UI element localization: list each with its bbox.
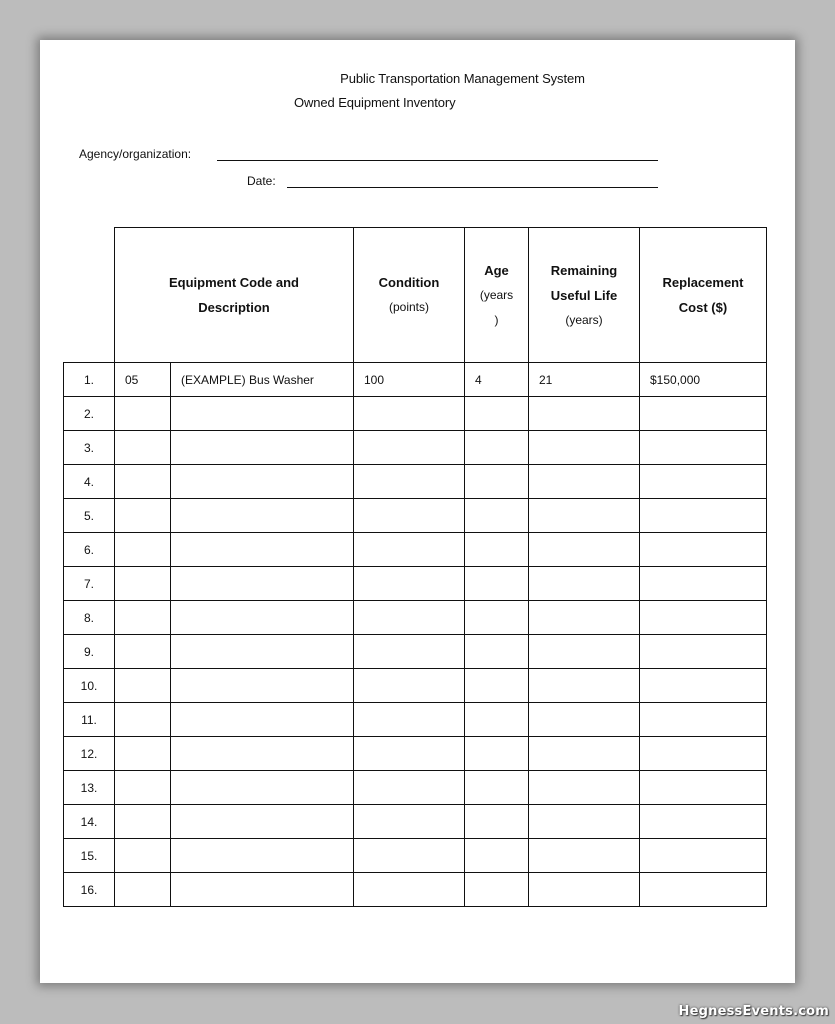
age-cell[interactable] — [465, 397, 529, 431]
description-cell[interactable] — [171, 635, 354, 669]
table-row — [64, 771, 767, 805]
age-cell[interactable] — [465, 703, 529, 737]
replacement-cost-cell[interactable] — [640, 873, 767, 907]
header-remaining-line2: Useful Life — [550, 287, 618, 303]
description-cell[interactable] — [171, 703, 354, 737]
replacement-cost-cell[interactable]: $150,000 — [640, 363, 767, 397]
table-row — [64, 873, 767, 907]
header-remaining-line3: (years) — [565, 312, 603, 327]
condition-cell[interactable] — [354, 737, 465, 771]
condition-cell[interactable] — [354, 499, 465, 533]
header-remaining-line1: Remaining — [550, 262, 618, 278]
header-replacement-line1: Replacement — [662, 275, 744, 290]
remaining-life-cell[interactable] — [529, 465, 640, 499]
condition-cell[interactable] — [354, 635, 465, 669]
header-replacement-line2: Cost ($) — [678, 300, 728, 315]
description-cell[interactable] — [171, 601, 354, 635]
age-cell[interactable] — [465, 873, 529, 907]
replacement-cost-cell[interactable] — [640, 397, 767, 431]
age-cell[interactable] — [465, 499, 529, 533]
row-number: 6. — [64, 533, 115, 567]
age-cell[interactable] — [465, 737, 529, 771]
replacement-cost-cell[interactable] — [640, 737, 767, 771]
equipment-code-cell[interactable] — [115, 601, 171, 635]
row-number: 3. — [64, 431, 115, 465]
replacement-cost-cell[interactable] — [640, 567, 767, 601]
equipment-code-cell[interactable] — [115, 431, 171, 465]
remaining-life-cell[interactable] — [529, 499, 640, 533]
equipment-code-cell[interactable] — [115, 839, 171, 873]
table-body — [64, 363, 767, 907]
description-cell[interactable] — [171, 805, 354, 839]
condition-cell[interactable] — [354, 431, 465, 465]
row-number: 16. — [64, 873, 115, 907]
row-number: 12. — [64, 737, 115, 771]
description-cell[interactable] — [171, 839, 354, 873]
row-number: 1. — [64, 363, 115, 397]
date-label: Date: — [247, 174, 276, 188]
remaining-life-cell[interactable] — [529, 669, 640, 703]
equipment-code-cell[interactable] — [115, 533, 171, 567]
description-cell[interactable] — [171, 771, 354, 805]
age-cell[interactable] — [465, 839, 529, 873]
condition-cell[interactable] — [354, 771, 465, 805]
table-row — [64, 601, 767, 635]
table-row — [64, 567, 767, 601]
header-age — [465, 228, 529, 363]
table-row — [64, 737, 767, 771]
equipment-code-cell[interactable] — [115, 703, 171, 737]
description-cell[interactable] — [171, 567, 354, 601]
remaining-life-cell[interactable] — [529, 703, 640, 737]
header-condition-line2: (points) — [388, 300, 429, 314]
remaining-life-cell[interactable] — [529, 805, 640, 839]
remaining-life-cell[interactable] — [529, 397, 640, 431]
age-cell[interactable] — [465, 431, 529, 465]
equipment-code-cell[interactable] — [115, 499, 171, 533]
row-number: 13. — [64, 771, 115, 805]
header-age-line3: ) — [494, 312, 499, 327]
replacement-cost-cell[interactable] — [640, 465, 767, 499]
replacement-cost-cell[interactable] — [640, 771, 767, 805]
remaining-life-cell[interactable] — [529, 839, 640, 873]
age-cell[interactable] — [465, 465, 529, 499]
equipment-code-cell[interactable] — [115, 635, 171, 669]
replacement-cost-cell[interactable] — [640, 839, 767, 873]
table-row — [64, 363, 767, 397]
condition-cell[interactable] — [354, 839, 465, 873]
row-number: 9. — [64, 635, 115, 669]
document-page — [40, 40, 795, 983]
table-row — [64, 465, 767, 499]
inventory-table — [63, 227, 767, 907]
replacement-cost-cell[interactable] — [640, 533, 767, 567]
header-condition — [354, 228, 465, 363]
condition-cell[interactable] — [354, 873, 465, 907]
replacement-cost-cell[interactable] — [640, 601, 767, 635]
condition-cell[interactable] — [354, 567, 465, 601]
condition-cell[interactable] — [354, 601, 465, 635]
condition-cell[interactable] — [354, 465, 465, 499]
replacement-cost-cell[interactable] — [640, 703, 767, 737]
description-cell[interactable] — [171, 465, 354, 499]
equipment-code-cell[interactable]: 05 — [115, 363, 171, 397]
row-number: 5. — [64, 499, 115, 533]
age-cell[interactable]: 4 — [465, 363, 529, 397]
replacement-cost-cell[interactable] — [640, 431, 767, 465]
row-number: 2. — [64, 397, 115, 431]
remaining-life-cell[interactable] — [529, 737, 640, 771]
row-number: 7. — [64, 567, 115, 601]
replacement-cost-cell[interactable] — [640, 635, 767, 669]
header-remaining — [529, 228, 640, 363]
equipment-code-cell[interactable] — [115, 465, 171, 499]
condition-cell[interactable] — [354, 669, 465, 703]
title-line-2: Owned Equipment Inventory — [294, 95, 456, 110]
replacement-cost-cell[interactable] — [640, 669, 767, 703]
table-row — [64, 431, 767, 465]
table-row — [64, 397, 767, 431]
table-row — [64, 635, 767, 669]
description-cell[interactable]: (EXAMPLE) Bus Washer — [171, 363, 354, 397]
remaining-life-cell[interactable] — [529, 533, 640, 567]
table-row — [64, 669, 767, 703]
equipment-code-cell[interactable] — [115, 397, 171, 431]
header-age-line2: (years — [479, 287, 514, 302]
remaining-life-cell[interactable] — [529, 873, 640, 907]
row-number: 4. — [64, 465, 115, 499]
row-number: 15. — [64, 839, 115, 873]
header-condition-line1: Condition — [378, 275, 440, 290]
equipment-code-cell[interactable] — [115, 771, 171, 805]
header-equipment-line1: Equipment Code and — [169, 275, 299, 290]
table-header-row — [64, 228, 767, 363]
header-equipment — [115, 228, 354, 363]
row-number: 10. — [64, 669, 115, 703]
condition-cell[interactable] — [354, 703, 465, 737]
description-cell[interactable] — [171, 669, 354, 703]
title-line-1: Public Transportation Management System — [340, 71, 585, 86]
description-cell[interactable] — [171, 873, 354, 907]
replacement-cost-cell[interactable] — [640, 499, 767, 533]
header-age-line1: Age — [484, 262, 509, 278]
age-cell[interactable] — [465, 771, 529, 805]
description-cell[interactable] — [171, 737, 354, 771]
condition-cell[interactable]: 100 — [354, 363, 465, 397]
equipment-code-cell[interactable] — [115, 669, 171, 703]
condition-cell[interactable] — [354, 397, 465, 431]
table-row — [64, 805, 767, 839]
row-number: 8. — [64, 601, 115, 635]
condition-cell[interactable] — [354, 533, 465, 567]
description-cell[interactable] — [171, 397, 354, 431]
description-cell[interactable] — [171, 499, 354, 533]
remaining-life-cell[interactable] — [529, 601, 640, 635]
age-cell[interactable] — [465, 805, 529, 839]
header-equipment-line2: Description — [198, 300, 270, 315]
condition-cell[interactable] — [354, 805, 465, 839]
age-cell[interactable] — [465, 533, 529, 567]
date-field-line[interactable] — [287, 187, 658, 188]
remaining-life-cell[interactable] — [529, 635, 640, 669]
agency-field-line[interactable] — [217, 160, 658, 161]
age-cell[interactable] — [465, 601, 529, 635]
equipment-code-cell[interactable] — [115, 805, 171, 839]
equipment-code-cell[interactable] — [115, 737, 171, 771]
age-cell[interactable] — [465, 669, 529, 703]
description-cell[interactable] — [171, 431, 354, 465]
table-row — [64, 499, 767, 533]
table-row — [64, 703, 767, 737]
age-cell[interactable] — [465, 567, 529, 601]
equipment-code-cell[interactable] — [115, 567, 171, 601]
equipment-code-cell[interactable] — [115, 873, 171, 907]
remaining-life-cell[interactable] — [529, 567, 640, 601]
row-number: 14. — [64, 805, 115, 839]
document-title — [40, 67, 795, 115]
description-cell[interactable] — [171, 533, 354, 567]
header-blank-cell — [64, 228, 115, 363]
remaining-life-cell[interactable] — [529, 771, 640, 805]
replacement-cost-cell[interactable] — [640, 805, 767, 839]
table-row — [64, 839, 767, 873]
watermark: HegnessEvents.com — [678, 1004, 829, 1019]
header-replacement — [640, 228, 767, 363]
remaining-life-cell[interactable] — [529, 431, 640, 465]
age-cell[interactable] — [465, 635, 529, 669]
agency-label: Agency/organization: — [79, 147, 192, 161]
table-row — [64, 533, 767, 567]
remaining-life-cell[interactable]: 21 — [529, 363, 640, 397]
row-number: 11. — [64, 703, 115, 737]
